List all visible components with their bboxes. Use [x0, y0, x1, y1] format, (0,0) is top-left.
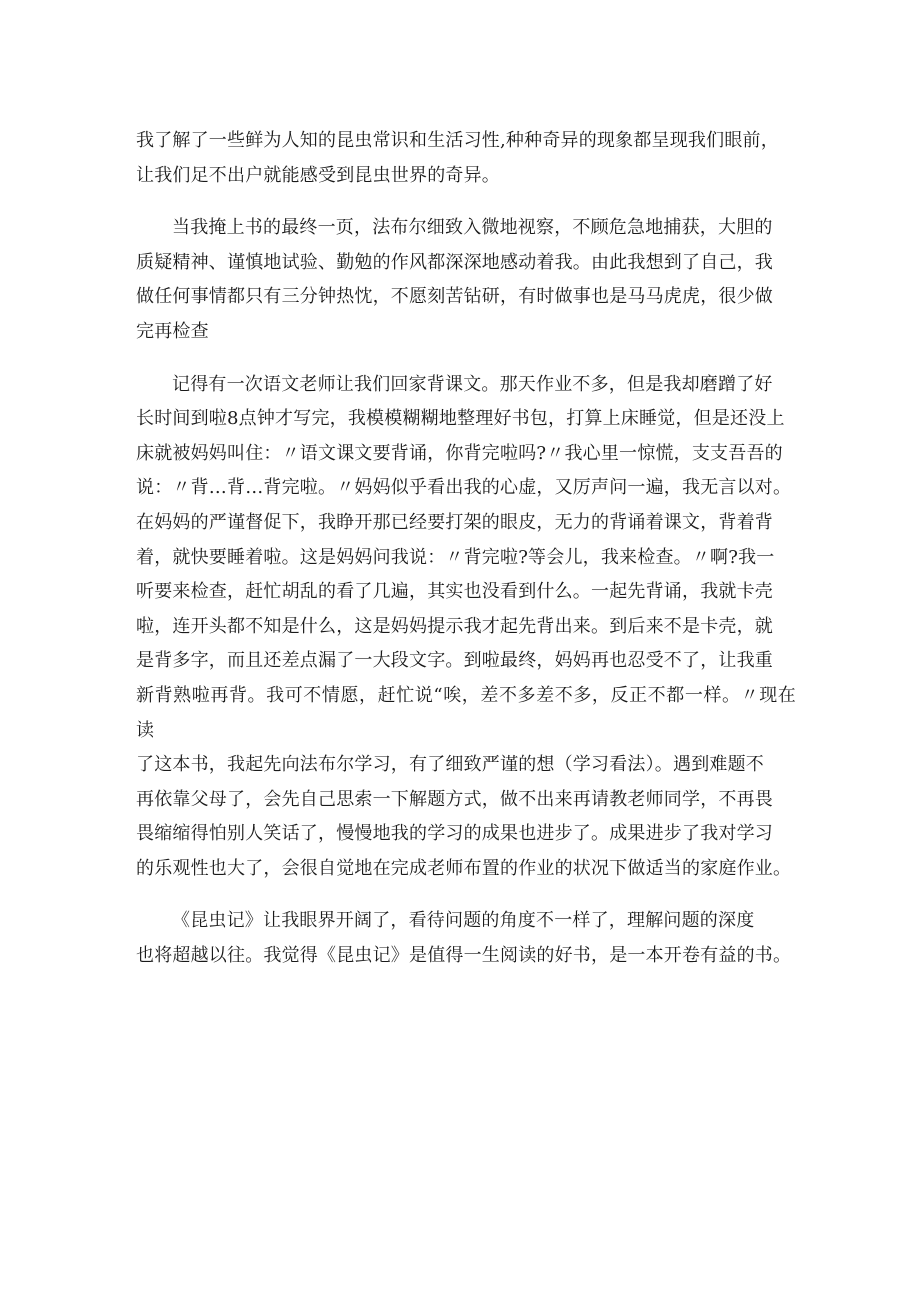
document-body: [136, 124, 796, 992]
paragraph-1: 我了解了一些鲜为人知的昆虫常识和生活习性,种种奇异的现象都呈现我们眼前， 让我们足不出户就能感受到昆虫世界的奇异。: [136, 130, 779, 186]
paragraph-3: 记得有一次语文老师让我们回家背课文。那天作业不多，但是我却磨蹭了好 长时间到啦8点钟才写完，我模模糊糊地整理好书包，打算上床睡觉，但是还没上 床就被妈妈叫住：〃语文课文要背诵，你背完啦吗?〃我心里一惊慌，支支吾吾的 说：〃背…背…背完啦。〃妈妈似乎看出我的心虚，又厉声问一遍，我无言以对。 在妈妈的严谨督促下，我睁开那已经要打架的眼皮，无力的背诵着课文，背着背 着，就快要睡着啦。这是妈妈问我说：〃背完啦?等会儿，我来检查。〃啊?我一 听要来检查，赶忙胡乱的看了几遍，其实也没看到什么。一起先背诵，我就卡壳 啦，连开头都不知是什么，这是妈妈提示我才起先背出来。到后来不是卡壳，就 是背多字，而且还差点漏了一大段文字。到啦最终，妈妈再也忍受不了，让我重 新背熟啦再背。我可不情愿，赶忙说“唉，差不多差不多，反正不都一样。〃现在读 了这本书，我起先向法布尔学习，有了细致严谨的想（学习看法）。遇到难题不 再依靠父母了，会先自己思索一下解题方式，做不出来再请教老师同学，不再畏 畏缩缩得怕别人笑话了，慢慢地我的学习的成果也进步了。成果进步了我对学习 的乐观性也大了，会很自觉地在完成老师布置的作业的状况下做适当的家庭作业。: [136, 373, 796, 879]
paragraph-4: 《昆虫记》让我眼界开阔了，看待问题的角度不一样了，理解问题的深度 也将超越以往。我觉得《昆虫记》是值得一生阅读的好书，是一本开卷有益的书。: [136, 910, 792, 967]
paragraph-2: 当我掩上书的最终一页，法布尔细致入微地视察，不顾危急地捕获，大胆的 质疑精神、谨慎地试验、勤勉的作风都深深地感动着我。由此我想到了自己，我 做任何事情都只有三分钟热忱，不愿刻苦钻研，有时做事也是马马虎虎，很少做 完再检查: [136, 217, 773, 342]
